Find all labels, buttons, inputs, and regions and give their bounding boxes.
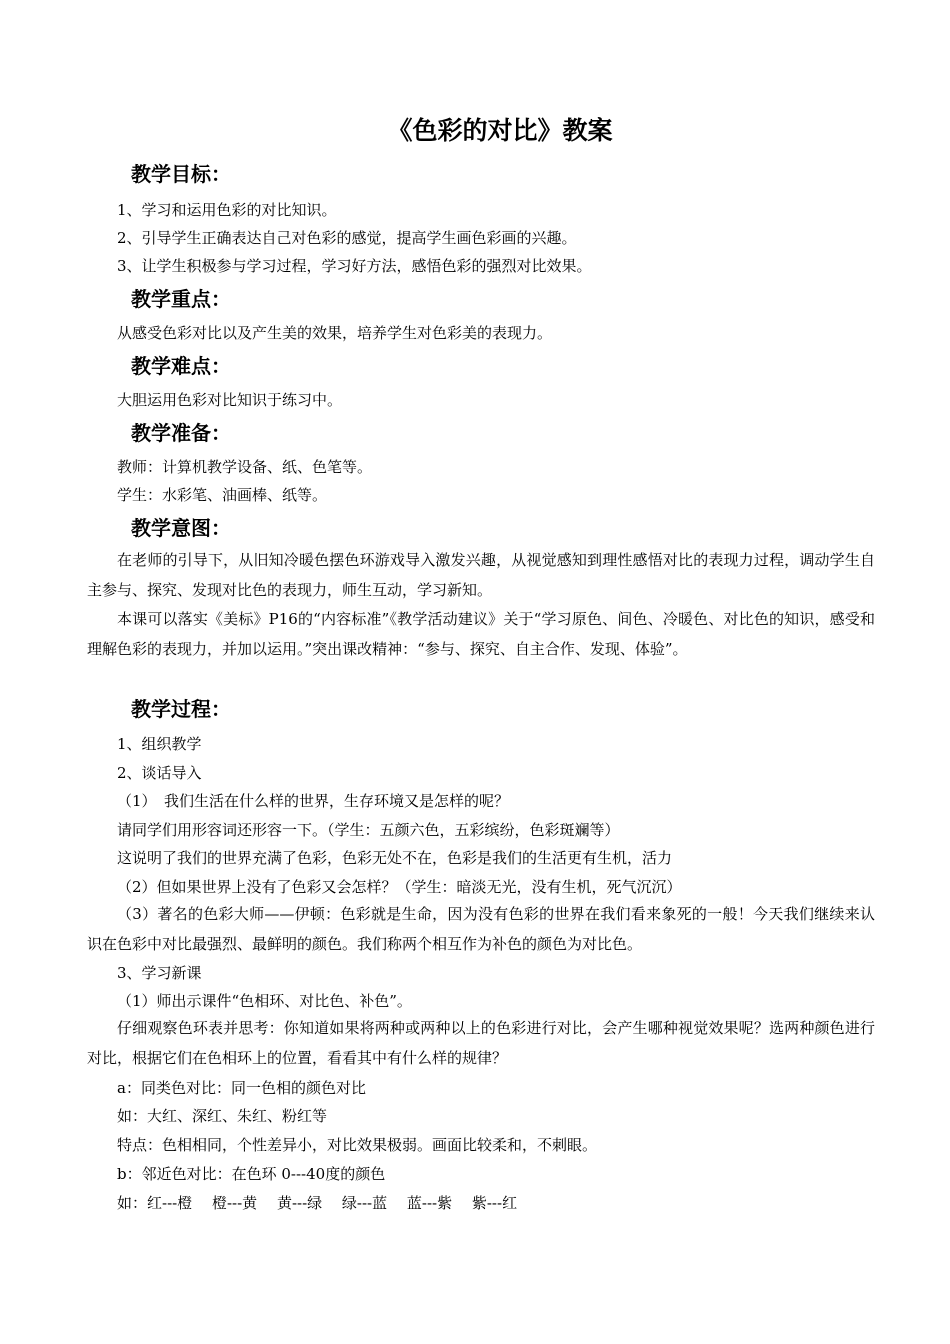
process-question-1-note: 这说明了我们的世界充满了色彩，色彩无处不在，色彩是我们的生活更有生机，活力	[117, 849, 673, 867]
contrast-a-example: 如：大红、深红、朱红、粉红等	[117, 1107, 328, 1125]
process-question-1-ask: 请同学们用形容词还形容一下。（学生：五颜六色，五彩缤纷，色彩斑斓等）	[117, 821, 620, 839]
process-heading: 教学过程：	[131, 697, 231, 721]
contrast-a-definition: a：同类色对比：同一色相的颜色对比	[117, 1079, 366, 1097]
objective-item-1: 1、学习和运用色彩的对比知识。	[117, 201, 337, 219]
intent-paragraph-2: 本课可以落实《美标》P16的“内容标准”《教学活动建议》关于“学习原色、间色、冷暖色、对比色的知识，感受和理解色彩的表现力，并加以运用。”突出课改精神：“参与、探究、自主合作、发现、体验”。	[87, 610, 875, 658]
process-question-3: （3）著名的色彩大师——伊顿：色彩就是生命，因为没有色彩的世界在我们看来象死的一般！今天我们继续来认识在色彩中对比最强烈、最鲜明的颜色。我们称两个相互作为补色的颜色为对比色。	[87, 905, 875, 953]
process-step-2: 2、谈话导入	[117, 764, 202, 782]
difficulties-heading: 教学难点：	[131, 354, 231, 378]
keypoints-text: 从感受色彩对比以及产生美的效果，培养学生对色彩美的表现力。	[117, 324, 553, 342]
process-step-3: 3、学习新课	[117, 964, 202, 982]
preparation-teacher: 教师：计算机教学设备、纸、色笔等。	[117, 458, 373, 476]
intent-paragraph-1: 在老师的引导下，从旧知冷暖色摆色环游戏导入激发兴趣，从视觉感知到理性感悟对比的表现力过程，调动学生自主参与、探究、发现对比色的表现力，师生互动，学习新知。	[87, 551, 875, 599]
preparation-heading: 教学准备：	[131, 421, 231, 445]
process-step-3-think: 仔细观察色环表并思考：你知道如果将两种或两种以上的色彩进行对比，会产生哪种视觉效果呢？选两种颜色进行对比，根据它们在色相环上的位置，看看其中有什么样的规律？	[87, 1019, 875, 1067]
process-step-3-courseware: （1）师出示课件“色相环、对比色、补色”。	[117, 992, 412, 1010]
contrast-a-feature: 特点：色相相同，个性差异小，对比效果极弱。画面比较柔和，不刺眼。	[117, 1136, 598, 1154]
contrast-b-definition: b：邻近色对比：在色环 0---40度的颜色	[117, 1165, 386, 1183]
intent-heading: 教学意图：	[131, 516, 231, 540]
objective-item-3: 3、让学生积极参与学习过程，学习好方法，感悟色彩的强烈对比效果。	[117, 257, 592, 275]
difficulties-text: 大胆运用色彩对比知识于练习中。	[117, 391, 343, 409]
process-step-1: 1、组织教学	[117, 735, 202, 753]
process-question-1: （1） 我们生活在什么样的世界，生存环境又是怎样的呢？	[117, 792, 510, 810]
preparation-student: 学生：水彩笔、油画棒、纸等。	[117, 486, 328, 504]
contrast-b-example: 如：红---橙 橙---黄 黄---绿 绿---蓝 蓝---紫 紫---红	[117, 1194, 518, 1212]
process-question-2: （2）但如果世界上没有了色彩又会怎样？（学生：暗淡无光，没有生机，死气沉沉）	[117, 878, 682, 896]
objective-item-2: 2、引导学生正确表达自己对色彩的感觉，提高学生画色彩画的兴趣。	[117, 229, 577, 247]
objectives-heading: 教学目标：	[131, 162, 231, 186]
document-title: 《色彩的对比》教案	[387, 116, 613, 145]
keypoints-heading: 教学重点：	[131, 287, 231, 311]
